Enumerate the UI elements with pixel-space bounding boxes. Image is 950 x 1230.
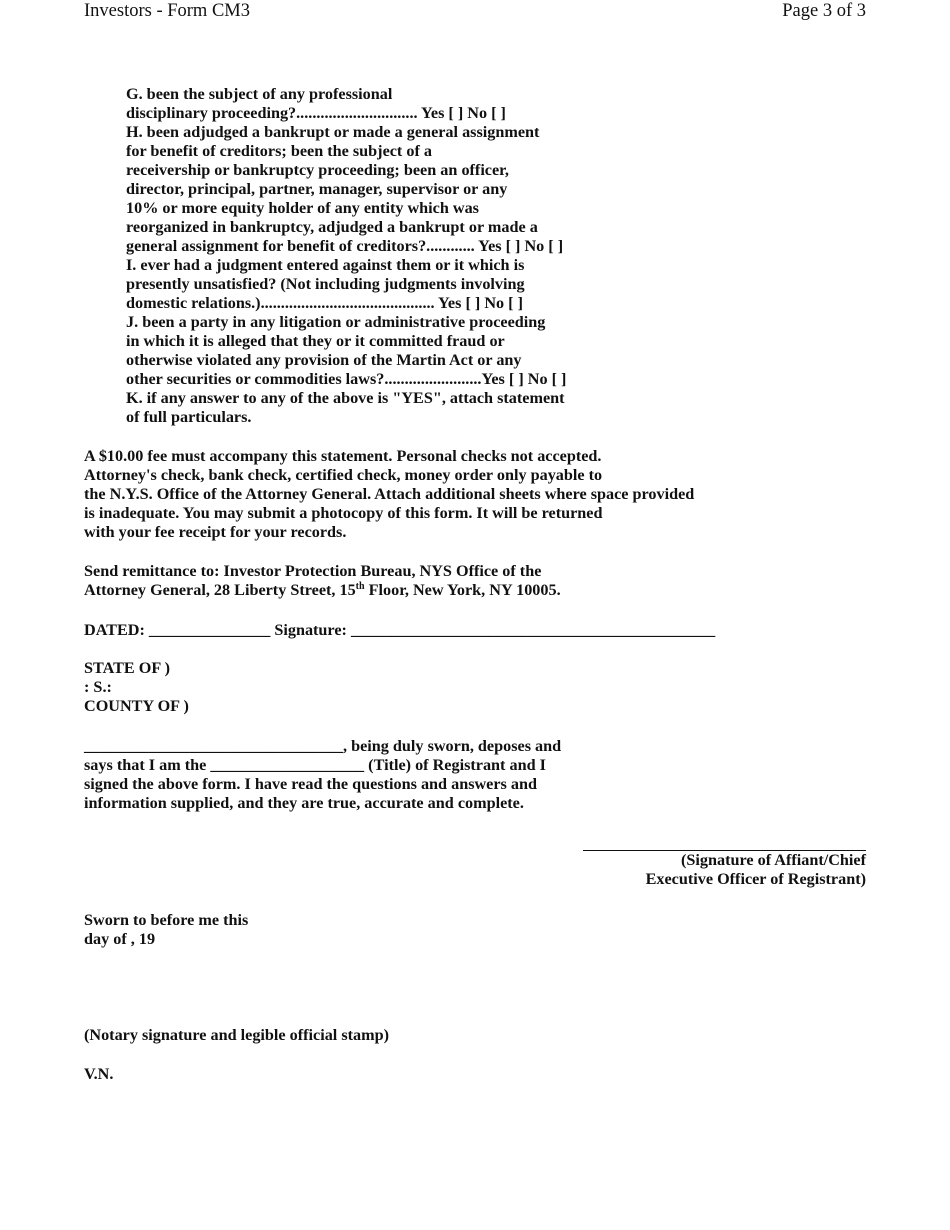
question-line: in which it is alleged that they or it committed fraud or xyxy=(126,332,505,350)
question-line: 10% or more equity holder of any entity which was xyxy=(126,199,479,217)
page-number: Page 3 of 3 xyxy=(782,1,866,21)
question-line: other securities or commodities laws?........................Yes [ ] No [ ] xyxy=(126,370,567,388)
notary-caption-text: (Notary signature and legible official stamp) xyxy=(84,1026,389,1044)
initials-text: V.N. xyxy=(84,1065,114,1083)
sworn-line: day of , 19 xyxy=(84,930,156,948)
affidavit-line: ________________________________, being duly sworn, deposes and xyxy=(84,737,562,755)
affiant-signature-rule xyxy=(583,833,866,851)
question-line: K. if any answer to any of the above is "YES", attach statement xyxy=(126,389,565,407)
question-line: general assignment for benefit of creditors?............ Yes [ ] No [ ] xyxy=(126,237,564,255)
fee-notice-line: A $10.00 fee must accompany this statement. Personal checks not accepted. xyxy=(84,447,602,465)
remittance-address xyxy=(84,562,561,600)
affiant-caption-line: Executive Officer of Registrant) xyxy=(645,870,866,888)
venue-line: COUNTY OF ) xyxy=(84,697,189,715)
question-line: I. ever had a judgment entered against them or it which is xyxy=(126,256,525,274)
ordinal-suffix: th xyxy=(355,581,365,592)
question-line: J. been a party in any litigation or administrative proceeding xyxy=(126,313,546,331)
question-line: director, principal, partner, manager, supervisor or any xyxy=(126,180,508,198)
remittance-line: Send remittance to: Investor Protection Bureau, NYS Office of the xyxy=(84,562,542,580)
page-header xyxy=(84,0,866,22)
notary-caption xyxy=(84,1026,389,1045)
question-line: for benefit of creditors; been the subject of a xyxy=(126,142,432,160)
affidavit-line: says that I am the ___________________ (Title) of Registrant and I xyxy=(84,756,546,774)
sworn-line: Sworn to before me this xyxy=(84,911,249,929)
question-line: domestic relations.)........................................... Yes [ ] No [ ] xyxy=(126,294,523,312)
question-line: presently unsatisfied? (Not including judgments involving xyxy=(126,275,525,293)
affiant-signature-block xyxy=(583,833,866,889)
question-line: otherwise violated any provision of the Martin Act or any xyxy=(126,351,522,369)
initials xyxy=(84,1065,113,1084)
remittance-floor-text: Floor, New York, NY 10005. xyxy=(364,581,561,599)
question-line: reorganized in bankruptcy, adjudged a bankrupt or made a xyxy=(126,218,538,236)
question-line: disciplinary proceeding?.............................. Yes [ ] No [ ] xyxy=(126,104,506,122)
dated-signature-text: DATED: _______________ Signature: _____________________________________________ xyxy=(84,621,716,639)
question-line: of full particulars. xyxy=(126,408,252,426)
remittance-line xyxy=(84,581,561,600)
fee-notice-line: Attorney's check, bank check, certified check, money order only payable to xyxy=(84,466,603,484)
question-line: receivership or bankruptcy proceeding; been an officer, xyxy=(126,161,509,179)
sworn-before-block xyxy=(84,911,248,949)
affidavit-statement xyxy=(84,737,561,813)
venue-line: STATE OF ) xyxy=(84,659,171,677)
fee-notice-line: the N.Y.S. Office of the Attorney General. Attach additional sheets where space provided xyxy=(84,485,695,503)
affidavit-line: signed the above form. I have read the questions and answers and xyxy=(84,775,537,793)
affiant-caption-line: (Signature of Affiant/Chief xyxy=(681,851,866,869)
form-title: Investors - Form CM3 xyxy=(84,1,250,21)
affidavit-line: information supplied, and they are true, accurate and complete. xyxy=(84,794,524,812)
venue-line: : S.: xyxy=(84,678,112,696)
fee-notice-line: with your fee receipt for your records. xyxy=(84,523,347,541)
venue-block xyxy=(84,659,189,716)
question-line: G. been the subject of any professional xyxy=(126,85,393,103)
remittance-address-text: Attorney General, 28 Liberty Street, 15 xyxy=(84,581,356,599)
fee-notice xyxy=(84,447,694,542)
fee-notice-line: is inadequate. You may submit a photocopy of this form. It will be returned xyxy=(84,504,603,522)
dated-signature-line xyxy=(84,621,715,640)
disclosure-questions xyxy=(126,85,566,427)
question-line: H. been adjudged a bankrupt or made a general assignment xyxy=(126,123,540,141)
